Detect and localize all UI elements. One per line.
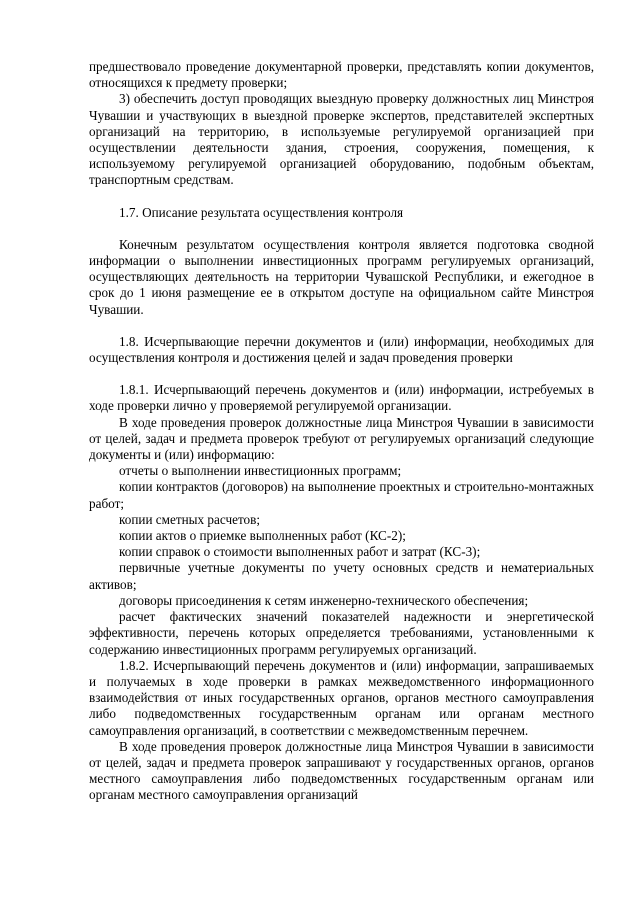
paragraph-1: предшествовало проведение документарной проверки, представлять копии документов, относящихся к предмету проверки; [89, 59, 594, 91]
paragraph-4: Конечным результатом осуществления контроля является подготовка сводной информации о выполнении инвестиционных программ регулируемых организаций, осуществляющих деятельность на территории Чувашской Республики, и ежегодное в срок до 1 июня размещение ее в открытом доступе на официальном сайте Минстроя Чувашии. [89, 236, 594, 317]
paragraph-3: 1.7. Описание результата осуществления контроля [119, 204, 404, 220]
paragraph-10: копии сметных расчетов; [119, 511, 261, 527]
paragraph-13: первичные учетные документы по учету основных средств и нематериальных активов; [89, 560, 594, 592]
paragraph-11: копии актов о приемке выполненных работ (КС-2); [119, 528, 406, 544]
paragraph-14: договоры присоединения к сетям инженерно-технического обеспечения; [119, 592, 529, 608]
paragraph-2: 3) обеспечить доступ проводящих выездную проверку должностных лиц Минстроя Чувашии и участвующих в выездной проверке экспертов, представителей экспертных организаций на территорию, в используемые регулируемой организацией при осуществлении деятельности здания, строения, сооружения, помещения, к используемому регулируемой организацией оборудованию, подобным объектам, транспортным средствам. [89, 91, 594, 188]
paragraph-6: 1.8.1. Исчерпывающий перечень документов и (или) информации, истребуемых в ходе проверки лично у проверяемой регулируемой организации. [89, 382, 594, 414]
paragraph-12: копии справок о стоимости выполненных работ и затрат (КС-3); [119, 544, 481, 560]
paragraph-16: 1.8.2. Исчерпывающий перечень документов и (или) информации, запрашиваемых и получаемых в ходе проверки в рамках межведомственного информационного взаимодействия от иных государственных органов, органов местного самоуправления либо подведомственных государственным органам или органам местного самоуправления организаций, в соответствии с межведомственным перечнем. [89, 657, 594, 738]
paragraph-15: расчет фактических значений показателей надежности и энергетической эффективности, перечень которых определяется требованиями, установленными к содержанию инвестиционных программ регулируемых организаций. [89, 609, 594, 657]
paragraph-7: В ходе проведения проверок должностные лица Минстроя Чувашии в зависимости от целей, задач и предмета проверок требуют от регулируемых организаций следующие документы и (или) информацию: [89, 414, 594, 463]
paragraph-9: копии контрактов (договоров) на выполнение проектных и строительно-монтажных работ; [89, 479, 594, 511]
paragraph-5: 1.8. Исчерпывающие перечни документов и (или) информации, необходимых для осуществления контроля и достижения целей и задач проведения проверки [89, 333, 594, 366]
paragraph-8: отчеты о выполнении инвестиционных программ; [119, 463, 402, 479]
paragraph-17: В ходе проведения проверок должностные лица Минстроя Чувашии в зависимости от целей, задач и предмета проверок запрашивают у государственных органов, органов местного самоуправления либо подведомственных государственным органам или органам местного самоуправления организаций [89, 738, 594, 803]
